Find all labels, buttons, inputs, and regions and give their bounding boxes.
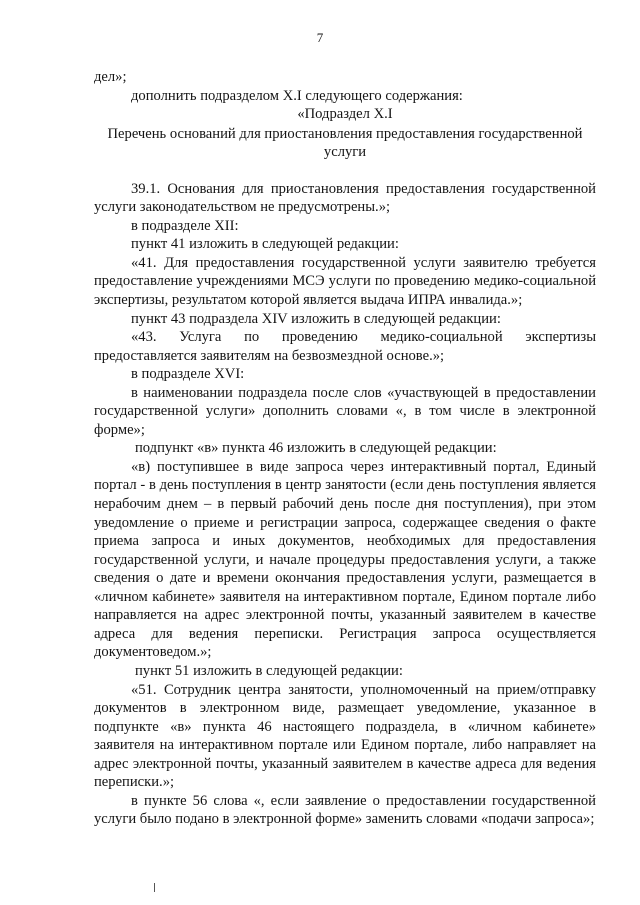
paragraph-11: подпункт «в» пункта 46 изложить в следующей редакции: [135, 440, 497, 457]
paragraph-4: в подразделе XII: [131, 217, 239, 234]
paragraph-9: в подразделе XVI: [131, 366, 245, 383]
paragraph-14: «51. Сотрудник центра занятости, уполномоченный на прием/отправку документов в электронном виде, размещает уведомление, указанное в подпункте «в» пункта 46 настоящего подраздела, в «личном кабинете» заявителя на интерактивном портале или Едином портале, либо направляет на адрес электронной почты, указанный заявителем в качестве адреса для ведения переписки.»; [94, 681, 596, 791]
paragraph-2: дополнить подразделом X.I следующего содержания: [131, 87, 463, 104]
paragraph-6: «41. Для предоставления государственной услуги заявителю требуется предоставление учреждениями МСЭ услуги по проведению медико-социальной экспертизы, результатом которой является выдача ИПРА инвалида.»; [94, 254, 596, 309]
subsection-heading: Перечень оснований для приостановления предоставления государственной услуги [107, 125, 583, 161]
paragraph-7: пункт 43 подраздела XIV изложить в следующей редакции: [131, 310, 501, 327]
paragraph-13: пункт 51 изложить в следующей редакции: [135, 662, 403, 679]
paragraph-8: «43. Услуга по проведению медико-социальной экспертизы предоставляется заявителям на безвозмездной основе.»; [94, 329, 596, 364]
paragraph-12: «в) поступившее в виде запроса через интерактивный портал, Единый портал - в день поступления в центр занятости (если день поступления является нерабочим днем – в первый рабочий день после дня поступления), при этом уведомление о приеме и регистрации запроса, содержащее сведения о факте приема запроса и иных документов, необходимых для предоставления государственной услуги, и начале процедуры предоставления услуги, а также сведения о дате и времени окончания предоставления услуги, размещается в «личном кабинете» заявителя на интерактивном портале, Едином портале либо направляется на адрес электронной почты, указанный заявителем в качестве адреса для ведения переписки. Регистрация запроса осуществляется документоведом.»; [94, 458, 596, 661]
paragraph-10: в наименовании подраздела после слов «участвующей в предоставлении государственной услуги» дополнить словами «, в том числе в электронной форме»; [94, 384, 596, 438]
paragraph-5: пункт 41 изложить в следующей редакции: [131, 236, 399, 253]
paragraph-3: 39.1. Основания для приостановления предоставления государственной услуги законодательством не предусмотрены.»; [94, 180, 596, 216]
paragraph-1: дел»; [94, 69, 127, 85]
page-number: 7 [316, 30, 324, 45]
subsection-title: «Подраздел X.I [297, 106, 393, 123]
scan-mark [154, 883, 155, 892]
paragraph-15: в пункте 56 слова «, если заявление о предоставлении государственной услуги было подано в электронной форме» заменить словами «подачи запроса»; [94, 792, 596, 828]
document-body [94, 68, 596, 829]
